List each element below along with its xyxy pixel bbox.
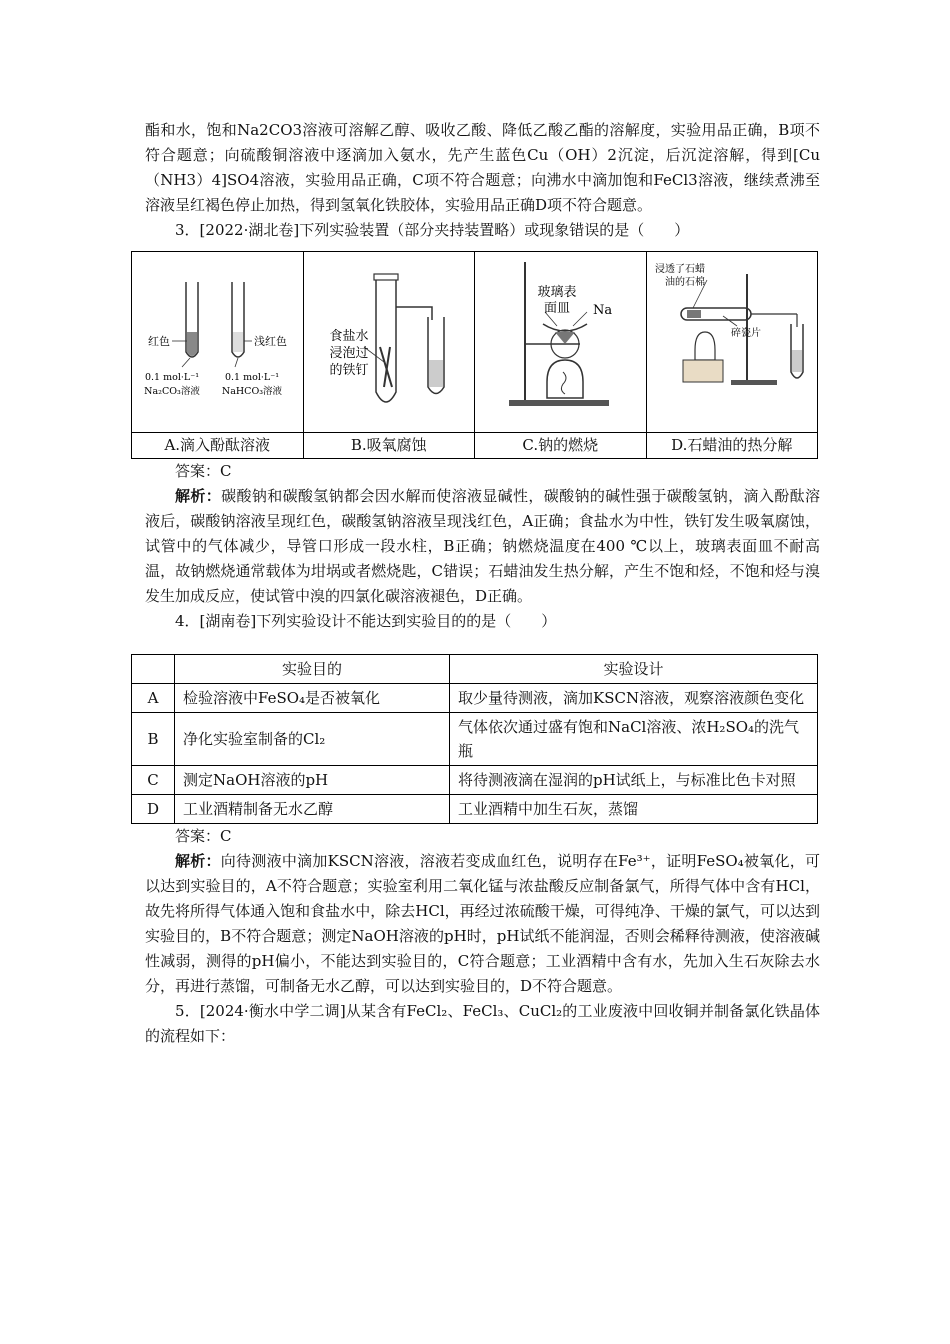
q3-figure-table: [131, 251, 818, 459]
q4-answer: 答案：C: [175, 827, 232, 845]
caption-b: B.吸氧腐蚀: [303, 433, 475, 459]
figure-b: [303, 252, 475, 433]
label-na: Na: [593, 303, 613, 318]
q3-answer: 答案：C: [175, 462, 232, 480]
conc-right: 0.1 mol·L⁻¹: [225, 372, 280, 383]
label-watch-glass-1: 玻璃表: [537, 285, 577, 300]
q3-stem: 3．[2022·湖北卷]下列实验装置（部分夹持装置略）或现象错误的是（ ）: [175, 221, 690, 239]
oxygen-corrosion-diagram: [304, 252, 474, 424]
caption-a: A.滴入酚酞溶液: [132, 433, 304, 459]
sol-right: NaHCO₃溶液: [222, 386, 283, 397]
figure-a: [132, 252, 304, 433]
label-soaked: 浸泡过: [329, 346, 369, 361]
intro-paragraph: 酯和水，饱和Na2CO3溶液可溶解乙醇、吸收乙酸、降低乙酸乙酯的溶解度，实验用品正确，B项不符合题意；向硫酸铜溶液中逐滴加入氨水，先产生蓝色Cu（OH）2沉淀，后沉淀溶解，得到[Cu（NH3）4]SO4溶液，实验用品正确，C项不符合题意；向沸水中滴加饱和FeCl3溶液，继续煮沸至溶液呈红褐色停止加热，得到氢氧化铁胶体，实验用品正确D项不符合题意。: [145, 121, 820, 214]
q4-table: [131, 654, 818, 824]
label-asbestos-1: 浸透了石蜡: [654, 264, 705, 275]
indicator-test-tubes-diagram: [132, 252, 302, 424]
sol-left: Na₂CO₃溶液: [144, 386, 201, 397]
q4-analysis: 解析：向待测液中滴加KSCN溶液，溶液若变成血红色，说明存在Fe³⁺，证明FeSO₄被氧化，可以达到实验目的，A不符合题意；实验室利用二氧化锰与浓盐酸反应制备氯气，所得气体中含有HCl，故先将所得气体通入饱和食盐水中，除去HCl，再经过浓硫酸干燥，可得纯净、干燥的氯气，可以达到实验目的，B不符合题意；测定NaOH溶液的pH时，pH试纸不能润湿，否则会稀释待测液，使溶液碱性减弱，测得的pH偏小，不能达到实验目的，C符合题意；工业酒精中含有水，先加入生石灰除去水分，再进行蒸馏，可制备无水乙醇，可以达到实验目的，D不符合题意。: [145, 852, 820, 995]
caption-d: D.石蜡油的热分解: [646, 433, 818, 459]
figure-d: [646, 252, 818, 433]
table-header: 实验目的 实验设计: [132, 655, 818, 684]
q5-stem: 5．[2024·衡水中学二调]从某含有FeCl₂、FeCl₃、CuCl₂的工业废液中回收铜并制备氯化铁晶体的流程如下：: [145, 1002, 820, 1045]
label-iron-nail: 的铁钉: [329, 363, 369, 378]
label-red: 红色: [148, 335, 171, 348]
conc-left: 0.1 mol·L⁻¹: [145, 372, 200, 383]
figure-c: [475, 252, 647, 433]
table-row: B 净化实验室制备的Cl₂ 气体依次通过盛有饱和NaCl溶液、浓H₂SO₄的洗气瓶: [132, 713, 818, 766]
table-row: D 工业酒精制备无水乙醇 工业酒精中加生石灰，蒸馏: [132, 795, 818, 824]
q4-stem: 4．[湖南卷]下列实验设计不能达到实验目的的是（ ）: [175, 612, 557, 630]
sodium-combustion-diagram: [475, 252, 645, 424]
table-row: C 测定NaOH溶液的pH 将待测液滴在湿润的pH试纸上，与标准比色卡对照: [132, 766, 818, 795]
q3-analysis: 解析：碳酸钠和碳酸氢钠都会因水解而使溶液显碱性，碳酸钠的碱性强于碳酸氢钠，滴入酚酞溶液后，碳酸钠溶液呈现红色，碳酸氢钠溶液呈现浅红色，A正确；食盐水为中性，铁钉发生吸氧腐蚀，试管中的气体减少，导管口形成一段水柱，B正确；钠燃烧温度在400 ℃以上，玻璃表面皿不耐高温，故钠燃烧通常载体为坩埚或者燃烧匙，C错误；石蜡油发生热分解，产生不饱和烃，不饱和烃与溴发生加成反应，使试管中溴的四氯化碳溶液褪色，D正确。: [145, 487, 820, 605]
label-porcelain: 碎瓷片: [730, 328, 761, 339]
label-asbestos-2: 油的石棉: [664, 277, 705, 288]
table-row: A 检验溶液中FeSO₄是否被氧化 取少量待测液，滴加KSCN溶液，观察溶液颜色变化: [132, 684, 818, 713]
caption-c: C.钠的燃烧: [475, 433, 647, 459]
label-watch-glass-2: 面皿: [544, 301, 571, 316]
document-page: [145, 118, 820, 1049]
label-light-red: 浅红色: [254, 335, 288, 348]
paraffin-decomposition-diagram: [647, 252, 817, 424]
label-saltwater: 食盐水: [329, 329, 369, 344]
